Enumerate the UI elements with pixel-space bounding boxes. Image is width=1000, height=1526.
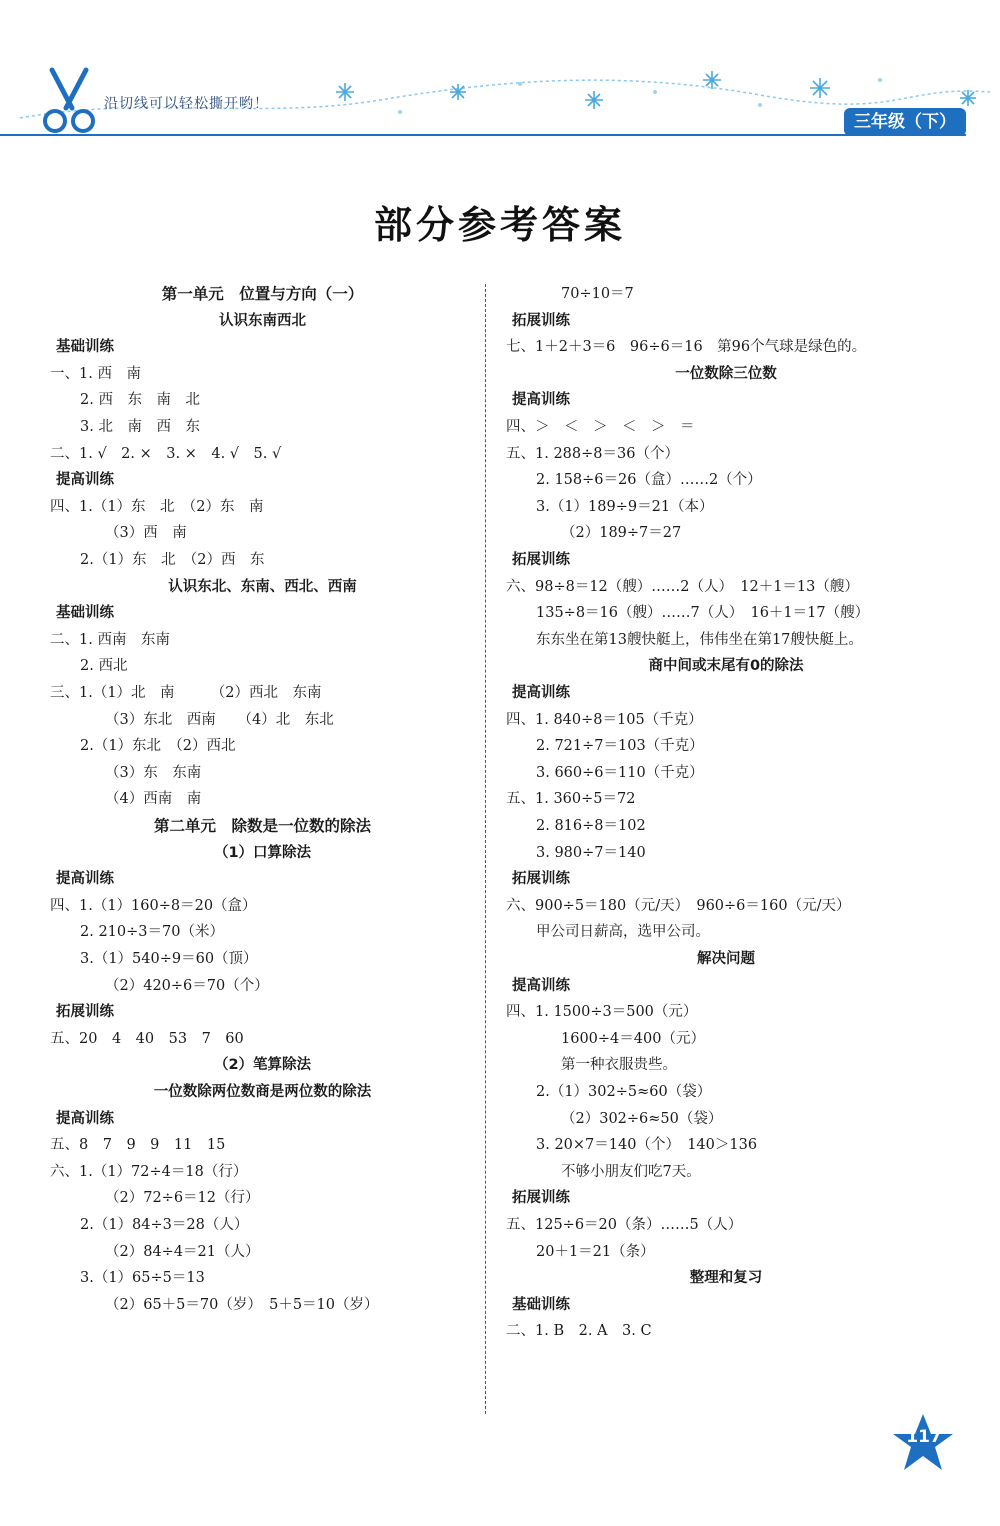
answer-line: 五、20 4 40 53 7 60 [50,1030,244,1047]
section-heading: 认识东南西北 [219,312,306,329]
answer-line: 第一种衣服贵些。 [561,1057,677,1074]
answer-line: 3. 北 南 西 东 [80,419,200,435]
answer-line: 2. 西北 [80,658,128,675]
answer-line: 三、1.（1）北 南 （2）西北 东南 [50,685,322,701]
answer-line: 二、1. √ 2. × 3. × 4. √ 5. √ [50,445,282,462]
training-label: 拓展训练 [512,552,570,568]
answer-line: 甲公司日薪高，选甲公司。 [536,924,710,941]
answer-line: （2）72÷6＝12（行） [105,1190,260,1207]
answer-line: 不够小朋友们吃7天。 [561,1163,701,1180]
training-label: 拓展训练 [56,1004,114,1021]
answer-line: 2.（1）302÷5≈60（袋） [536,1084,712,1100]
answer-line: 3. 980÷7＝140 [536,844,646,861]
answer-line: （2）420÷6＝70（个） [105,977,269,994]
answer-line: 六、1.（1）72÷4＝18（行） [50,1163,248,1180]
answer-line: 20＋1＝21（条） [536,1243,655,1260]
answer-line: 3. 20×7＝140（个） 140＞136 [536,1137,758,1154]
answer-line: 135÷8＝16（艘）……7（人） 16＋1＝17（艘） [536,605,870,622]
answer-line: （2）189÷7＝27 [561,525,682,542]
answer-line: 五、125÷6＝20（条）……5（人） [506,1217,743,1233]
answer-line: 2. 210÷3＝70（米） [80,924,224,941]
answer-line: 2. 721÷7＝103（千克） [536,738,704,755]
cut-line-hint: 沿切线可以轻松撕开哟！ [104,96,269,112]
answer-line: 四、1. 1500÷3＝500（元） [506,1004,698,1021]
training-label: 拓展训练 [512,871,570,888]
section-heading: 一位数除三位数 [675,365,777,382]
answer-line: 70÷10＝7 [561,286,634,302]
answer-line: 2.（1）东 北 （2）西 东 [80,552,265,568]
training-label: 提高训练 [512,685,570,701]
answer-line: （2）84÷4＝21（人） [105,1243,260,1260]
answer-line: 四、1. 840÷8＝105（千克） [506,711,703,728]
page-title: 部分参考答案 [373,203,626,247]
answer-line: （3）西 南 [105,525,187,542]
training-label: 基础训练 [512,1296,570,1313]
answer-line: 五、1. 288÷8＝36（个） [506,445,679,462]
training-label: 基础训练 [56,605,114,622]
answer-line: 四、1.（1）160÷8＝20（盒） [50,897,257,914]
answer-line: 3.（1）189÷9＝21（本） [536,498,714,515]
answer-line: 2.（1）东北 （2）西北 [80,738,236,755]
answer-line: 2.（1）84÷3＝28（人） [80,1217,249,1233]
unit-heading: 第一单元 位置与方向（一） [161,285,364,303]
answer-line: 七、1＋2＋3＝6 96÷6＝16 第96个气球是绿色的。 [506,339,867,356]
training-label: 拓展训练 [512,312,570,329]
grade-label: 三年级（下） [844,108,966,136]
answer-line: （4）西南 南 [105,791,202,808]
answer-line: （3）东 东南 [105,764,202,781]
scissors-icon [38,64,100,138]
answer-line: 3.（1）65÷5＝13 [80,1270,205,1287]
answer-line: 六、900÷5＝180（元/天） 960÷6＝160（元/天） [506,897,851,914]
section-heading: 整理和复习 [689,1270,763,1287]
training-label: 提高训练 [56,1110,114,1127]
answer-line: 3. 660÷6＝110（千克） [536,764,704,781]
answer-line: 五、8 7 9 9 11 15 [50,1137,226,1154]
answer-line: 四、1.（1）东 北 （2）东 南 [50,498,264,515]
section-heading: 认识东北、东南、西北、西南 [168,578,357,595]
section-heading: 解决问题 [697,951,755,967]
training-label: 提高训练 [512,977,570,994]
answer-line: 1600÷4＝400（元） [561,1030,705,1047]
training-label: 基础训练 [56,339,114,356]
section-heading: 一位数除两位数商是两位数的除法 [153,1084,372,1100]
section-heading: （2）笔算除法 [213,1057,312,1074]
answer-line: （2）302÷6≈50（袋） [561,1110,723,1127]
answer-line: 3.（1）540÷9＝60（顶） [80,951,258,967]
section-heading: （1）口算除法 [213,844,312,861]
training-label: 拓展训练 [512,1190,570,1207]
header-decoration [0,0,1000,170]
answer-line: 2. 158÷6＝26（盒）……2（个） [536,472,762,489]
answer-line: 2. 816÷8＝102 [536,818,646,834]
answer-line: 二、1. 西南 东南 [50,631,170,648]
training-label: 提高训练 [56,871,114,888]
answer-line: （2）65＋5＝70（岁） 5＋5＝10（岁） [105,1296,379,1313]
page-header [0,0,1000,170]
section-heading: 商中间或末尾有0的除法 [648,658,804,675]
unit-heading: 第二单元 除数是一位数的除法 [153,817,371,835]
answer-line: 2. 西 东 南 北 [80,392,200,409]
page-number: 117 [906,1427,942,1447]
grade-underline [0,134,966,136]
training-label: 提高训练 [56,472,114,489]
answer-line: 六、98÷8＝12（艘）……2（人） 12＋1＝13（艘） [506,578,859,595]
column-divider [485,284,486,1414]
answer-line: 一、1. 西 南 [50,365,141,382]
training-label: 提高训练 [512,392,570,409]
answer-line: 东东坐在第13艘快艇上，伟伟坐在第17艘快艇上。 [536,631,863,648]
answer-line: 四、＞ ＜ ＞ ＜ ＞ ＝ [506,419,695,435]
answer-line: （3）东北 西南 （4）北 东北 [105,711,334,728]
answer-line: 二、1. B 2. A 3. C [506,1323,652,1340]
answer-line: 五、1. 360÷5＝72 [506,791,636,808]
